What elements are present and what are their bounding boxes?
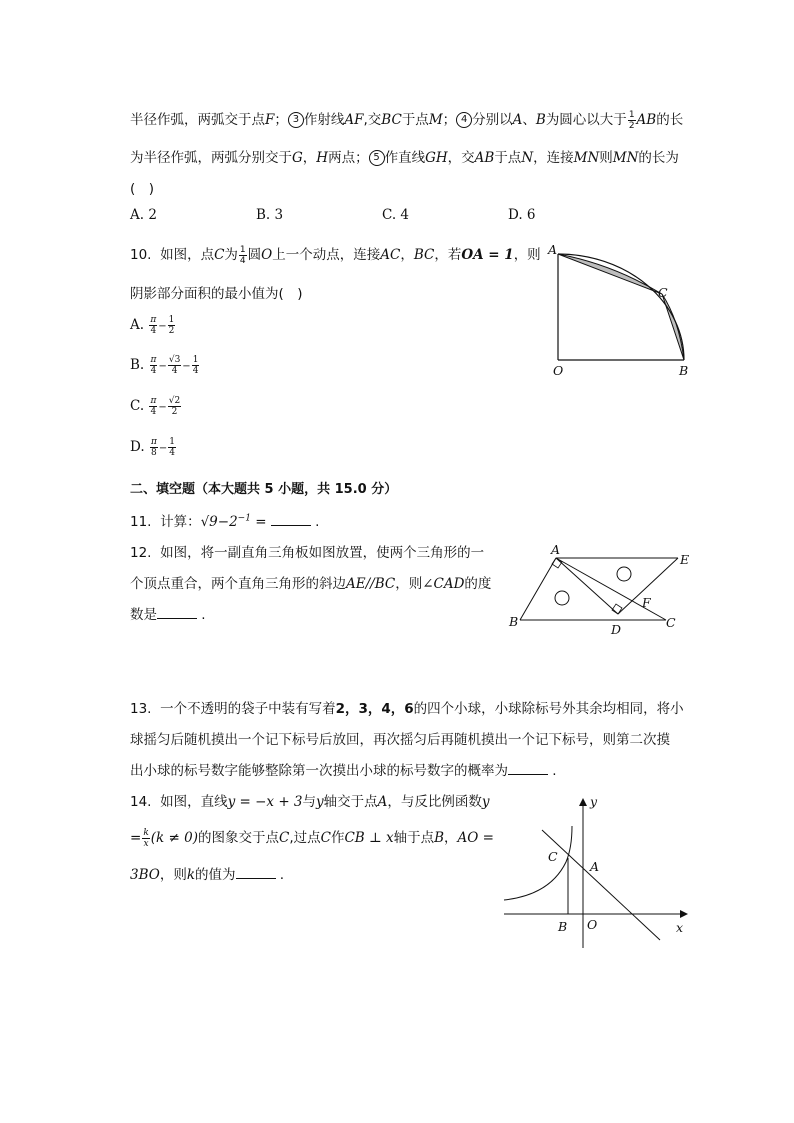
q14-line-2: = $\frac{k}{x}$ (k ≠ 0)的图象交于点C,过点C作CB ⊥ x轴于点B，AO =	[130, 827, 494, 849]
q9-line-1: 半径作弧，两弧交于点F； 3 作射线AF,交BC于点M； 4 分别以A、B为圆心以大于 $\frac{1}{2}$ AB的长	[130, 109, 684, 131]
fraction-one-half: $\frac{1}{2}$	[628, 109, 635, 131]
hyperbola-curve	[504, 826, 572, 900]
label-b: B	[679, 363, 689, 378]
q10-line-2: 阴影部分面积的最小值为( )	[130, 286, 303, 302]
label-d: D	[611, 622, 622, 637]
y-axis-arrow-icon	[579, 798, 587, 806]
q10-option-a[interactable]: A. $\frac{\pi}{4}$ − $\frac{1}{2}$	[130, 315, 175, 336]
q10-option-b[interactable]: B. $\frac{\pi}{4}$ − $\frac{√3}{4}$ − $\frac{1}{4}$	[130, 355, 199, 376]
q10-option-d[interactable]: D. $\frac{\pi}{8}$ − $\frac{1}{4}$	[130, 437, 175, 458]
q12-answer-blank[interactable]	[157, 606, 197, 619]
label-c: C	[666, 615, 676, 630]
label-a: A	[590, 859, 600, 874]
q9-option-b[interactable]: B. 3	[256, 207, 284, 223]
q14-line-1: 14. 如图，直线y = −x + 3与y轴交于点A，与反比例函数y	[130, 794, 490, 810]
fraction-one-quarter: $\frac{1}{4}$	[239, 244, 246, 266]
q12-line-1: 12. 如图，将一副直角三角板如图放置，使两个三角形的一	[130, 545, 485, 561]
label-o: O	[587, 917, 598, 932]
q13-answer-blank[interactable]	[508, 762, 548, 775]
q13-line-2: 球摇匀后随机摸出一个记下标号后放回，再次摇匀后再随机摸出一个记下标号，则第二次摸	[130, 732, 670, 748]
label-e: E	[680, 552, 690, 567]
section-2-title: 二、填空题（本大题共 5 小题，共 15.0 分）	[130, 482, 398, 497]
step-5-circle-icon: 5	[369, 150, 385, 166]
q12-line-2: 个顶点重合，两个直角三角形的斜边AE//BC，则∠CAD的度	[130, 576, 492, 592]
q9-answer-paren: ( )	[130, 181, 155, 197]
q11-answer-blank[interactable]	[271, 513, 311, 526]
q9-option-d[interactable]: D. 6	[508, 207, 536, 223]
q9-option-c[interactable]: C. 4	[382, 207, 410, 223]
q9-option-a[interactable]: A. 2	[130, 207, 157, 223]
label-c: C	[658, 285, 668, 300]
q13-line-1: 13. 一个不透明的袋子中装有写着2，3，4，6的四个小球，小球除标号外其余均相同，将小	[130, 701, 684, 717]
q9-line-2: 为半径作弧，两弧分别交于G，H两点； 5 作直线GH，交AB于点N，连接MN则MN的长为	[130, 150, 679, 166]
q10-option-c[interactable]: C. $\frac{\pi}{4}$ − $\frac{√2}{2}$	[130, 396, 181, 417]
step-4-circle-icon: 4	[456, 112, 472, 128]
label-f: F	[642, 595, 651, 610]
label-b: B	[509, 614, 519, 629]
label-y: y	[590, 794, 598, 809]
shaded-segment-ac	[558, 254, 662, 294]
q10-line-1: 10. 如图，点C为 $\frac{1}{4}$ 圆O上一个动点，连接AC，BC，若OA = 1，则	[130, 244, 541, 266]
step-3-circle-icon: 3	[288, 112, 304, 128]
label-a: A	[551, 542, 561, 557]
q12-triangles-figure	[500, 538, 700, 638]
label-b: B	[558, 919, 568, 934]
q12-line-3: 数是 .	[130, 607, 206, 623]
label-o: O	[553, 363, 564, 378]
q14-line-3: 3BO，则k的值为 .	[130, 867, 285, 883]
q14-answer-blank[interactable]	[236, 866, 276, 879]
label-x: x	[676, 920, 684, 935]
q11-line: 11. 计算：$√9-2^{-1}$ = .	[130, 513, 320, 530]
q13-line-3: 出小球的标号数字能够整除第一次摸出小球的标号数字的概率为 .	[130, 763, 557, 779]
q10-quarter-circle-figure	[540, 236, 700, 386]
quarter-arc	[558, 254, 684, 360]
q14-graph-figure	[500, 790, 700, 950]
label-c: C	[548, 849, 558, 864]
label-a: A	[548, 242, 558, 257]
x-axis-arrow-icon	[680, 910, 688, 918]
